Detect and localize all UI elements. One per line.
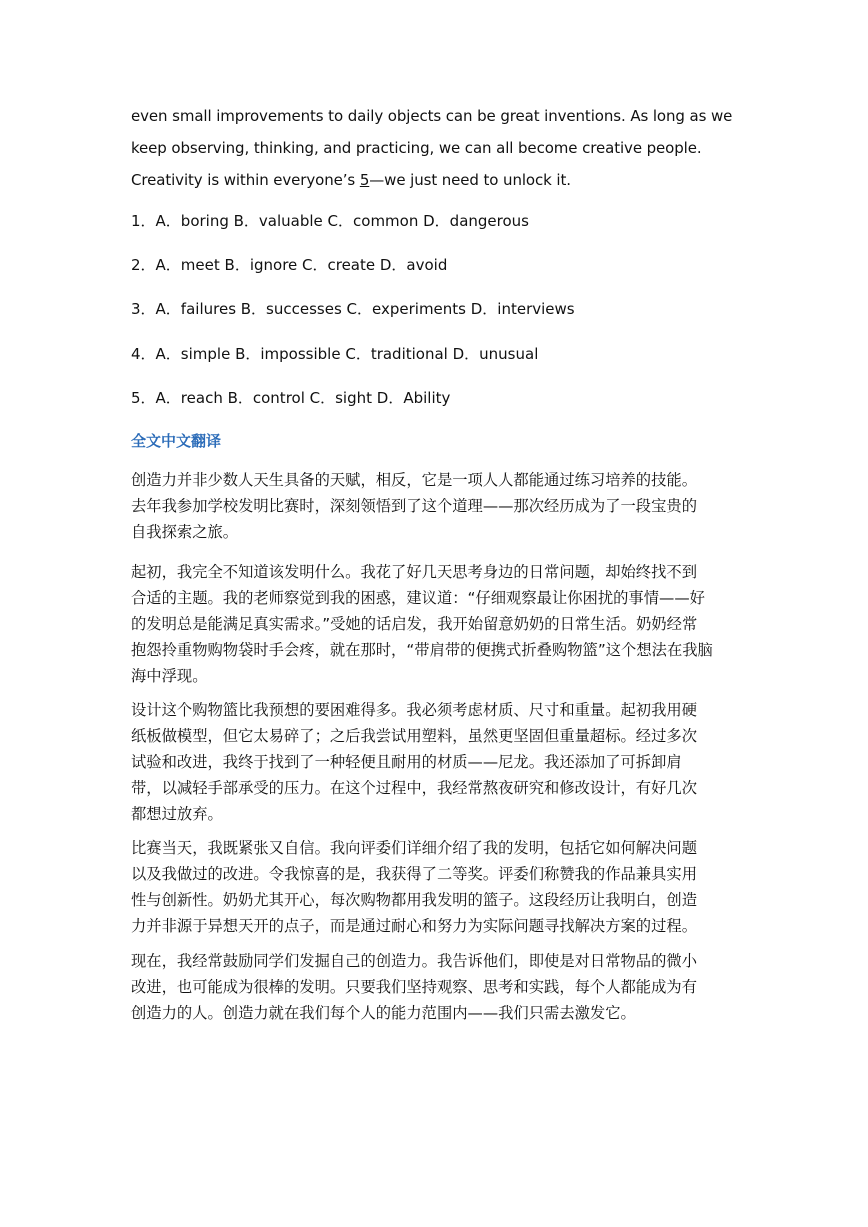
translation-paragraph: [131, 835, 741, 939]
paragraph-line: 现在，我经常鼓励同学们发掘自己的创造力。我告诉他们，即使是对日常物品的微小: [131, 952, 697, 970]
question-options: ．A．boring B．valuable C．common D．dangerous: [140, 212, 529, 230]
question-options: ．A．simple B．impossible C．traditional D．unusual: [140, 345, 539, 363]
question-number: 2: [131, 256, 141, 274]
paragraph-line: 去年我参加学校发明比赛时，深刻领悟到了这个道理——那次经历成为了一段宝贵的: [131, 497, 697, 515]
paragraph-line: 设计这个购物篮比我预想的要困难得多。我必须考虑材质、尺寸和重量。起初我用硬: [131, 701, 697, 719]
passage-line: even small improvements to daily objects can be great inventions. As long as we: [131, 107, 733, 125]
passage-line: keep observing, thinking, and practicing, we can all become creative people.: [131, 139, 702, 157]
translation-paragraph: [131, 559, 741, 689]
paragraph-line: 试验和改进，我终于找到了一种轻便且耐用的材质——尼龙。我还添加了可拆卸肩: [131, 753, 682, 771]
paragraph-line: 力并非源于异想天开的点子，而是通过耐心和努力为实际问题寻找解决方案的过程。: [131, 917, 697, 935]
question-item: [131, 255, 447, 275]
translation-paragraph: [131, 467, 741, 545]
blank-number: 5: [359, 171, 370, 189]
paragraph-line: 的发明总是能满足真实需求。”受她的话启发，我开始留意奶奶的日常生活。奶奶经常: [131, 615, 698, 633]
question-item: [131, 211, 529, 231]
paragraph-line: 纸板做模型，但它太易碎了；之后我尝试用塑料，虽然更坚固但重量超标。经过多次: [131, 727, 697, 745]
paragraph-line: 改进，也可能成为很棒的发明。只要我们坚持观察、思考和实践，每个人都能成为有: [131, 978, 697, 996]
passage-line-tail: —we just need to unlock it.: [369, 171, 571, 189]
paragraph-line: 创造力的人。创造力就在我们每个人的能力范围内——我们只需去激发它。: [131, 1004, 636, 1022]
question-options: ．A．meet B．ignore C．create D．avoid: [140, 256, 448, 274]
question-item: [131, 388, 450, 408]
question-number: 5: [131, 389, 141, 407]
paragraph-line: 合适的主题。我的老师察觉到我的困惑，建议道：“仔细观察最让你困扰的事情——好: [131, 589, 705, 607]
paragraph-line: 以及我做过的改进。令我惊喜的是，我获得了二等奖。评委们称赞我的作品兼具实用: [131, 865, 697, 883]
question-options: ．A．failures B．successes C．experiments D．interviews: [140, 300, 575, 318]
paragraph-line: 起初，我完全不知道该发明什么。我花了好几天思考身边的日常问题，却始终找不到: [131, 563, 697, 581]
translation-paragraph: [131, 948, 741, 1026]
question-item: [131, 299, 575, 319]
passage-line-text: Creativity is within everyone’s: [131, 171, 360, 189]
translation-heading: 全文中文翻译: [131, 432, 222, 450]
translation-paragraph: [131, 697, 741, 827]
passage-ending: [131, 100, 741, 196]
question-number: 3: [131, 300, 141, 318]
paragraph-line: 都想过放弃。: [131, 805, 223, 823]
question-number: 4: [131, 345, 141, 363]
passage-line: [131, 164, 741, 196]
paragraph-line: 自我探索之旅。: [131, 523, 239, 541]
paragraph-line: 带，以减轻手部承受的压力。在这个过程中，我经常熬夜研究和修改设计，有好几次: [131, 779, 697, 797]
paragraph-line: 比赛当天，我既紧张又自信。我向评委们详细介绍了我的发明，包括它如何解决问题: [131, 839, 697, 857]
paragraph-line: 海中浮现。: [131, 667, 208, 685]
question-options: ．A．reach B．control C．sight D．Ability: [140, 389, 451, 407]
paragraph-line: 性与创新性。奶奶尤其开心，每次购物都用我发明的篮子。这段经历让我明白，创造: [131, 891, 697, 909]
question-number: 1: [131, 212, 141, 230]
paragraph-line: 创造力并非少数人天生具备的天赋，相反，它是一项人人都能通过练习培养的技能。: [131, 471, 697, 489]
question-item: [131, 344, 538, 364]
paragraph-line: 抱怨拎重物购物袋时手会疼，就在那时，“带肩带的便携式折叠购物篮”这个想法在我脑: [131, 641, 713, 659]
